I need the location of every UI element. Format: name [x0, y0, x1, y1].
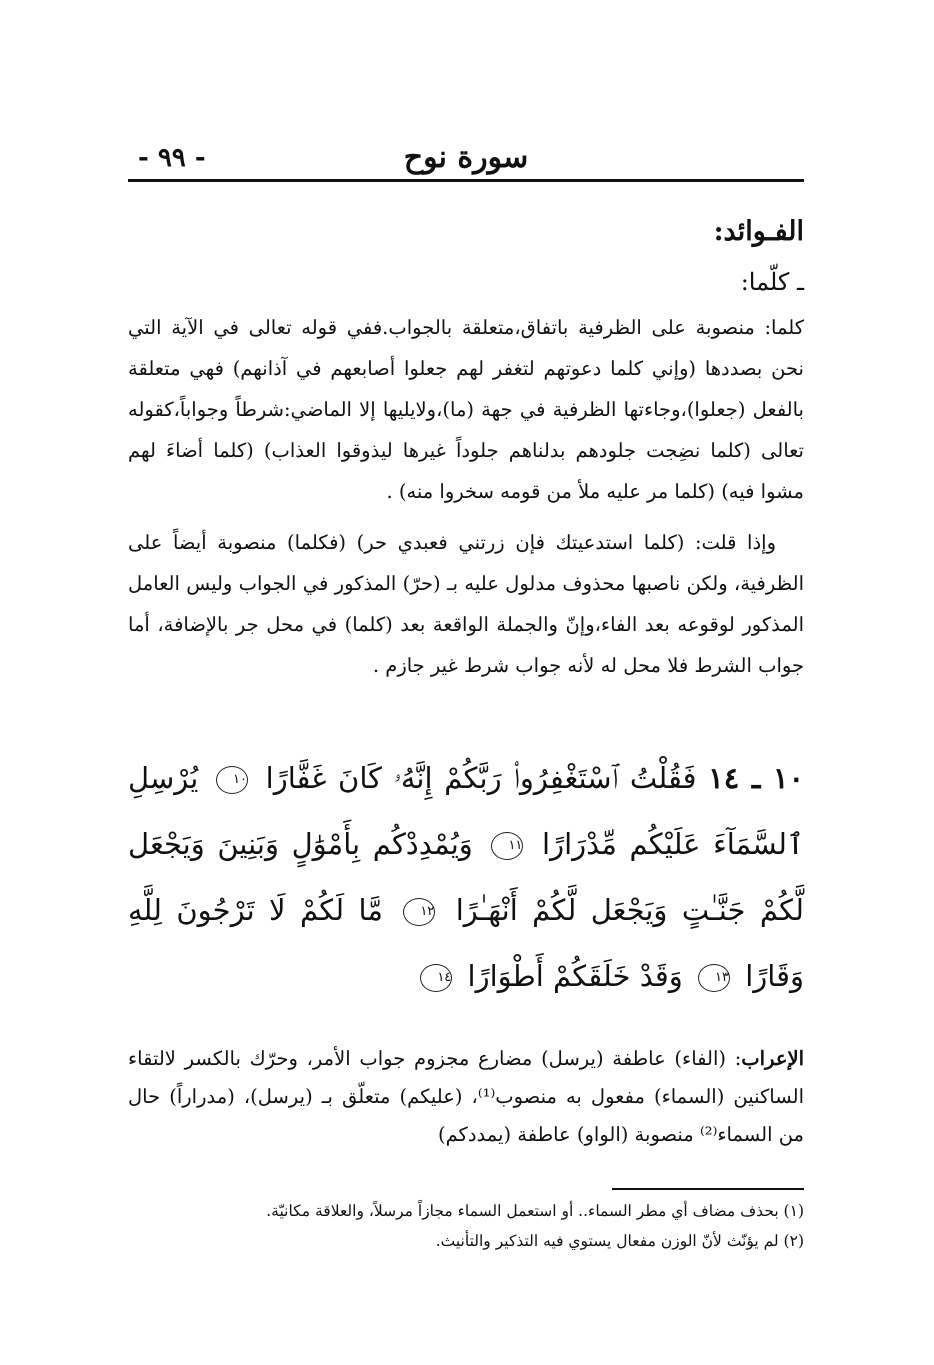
- ayah-number-13: ١٣: [698, 964, 730, 992]
- verse-13-text: مَّا لَكُمْ لَا تَرْجُونَ لِلَّهِ وَقَارًا: [128, 893, 804, 993]
- benefits-heading: الفـوائد:: [713, 216, 804, 247]
- kullama-subheading: ـ كلّما:: [740, 268, 804, 296]
- footnote-rule: [612, 1188, 804, 1190]
- verse-10-text: فَقُلْتُ ٱسْتَغْفِرُوا۟ رَبَّكُمْ إِنَّهُۥ كَانَ غَفَّارًا: [265, 761, 697, 795]
- benefits-paragraph-2: وإذا قلت: (كلما استدعيتك فإن زرتني فعبدي حر) (فكلما) منصوبة أيضاً على الظرفية، ولكن ناصبها محذوف مدلول عليه بـ (حرّ) المذكور في الجواب وليس العامل المذكور لوقوعه بعد الفاء،وإنّ والجملة الواقعة بعد (كلما) في محل جر بالإضافة، أما جواب الشرط فلا محل له لأنه جواب شرط غير جازم .: [128, 531, 804, 677]
- irab-paragraph: [128, 1040, 804, 1154]
- ayah-number-11: ١١: [491, 832, 523, 860]
- header-rule: [128, 179, 804, 182]
- verse-11-text: يُرْسِلِ ٱلسَّمَآءَ عَلَيْكُم مِّدْرَارًا: [128, 761, 805, 861]
- verse-14-text: وَقَدْ خَلَقَكُمْ أَطْوَارًا: [467, 959, 683, 993]
- surah-title: سورة نوح: [403, 140, 529, 175]
- quran-verses: [128, 745, 804, 1009]
- irab-text: : (الفاء) عاطفة (يرسل) مضارع مجزوم جواب الأمر، وحرّك بالكسر لالتقاء الساكنين (السماء) مفعول به منصوب⁽¹⁾، (عليكم) متعلّق بـ (يرسل)، (مدراراً) حال من السماء⁽²⁾ منصوبة (الواو) عاطفة (يمددكم): [128, 1047, 804, 1146]
- ayah-number-14: ١٤: [420, 964, 452, 992]
- page-header: [128, 138, 804, 178]
- ayah-number-12: ١٢: [403, 898, 435, 926]
- irab-label: الإعراب: [741, 1047, 804, 1070]
- footnotes: [128, 1196, 804, 1256]
- benefits-paragraph-1: كلما: منصوبة على الظرفية باتفاق،متعلقة بالجواب.ففي قوله تعالى في الآية التي نحن بصددها (وإني كلما دعوتهم لتغفر لهم جعلوا أصابعهم في آذانهم) فهي متعلقة بالفعل (جعلوا)،وجاءتها الظرفية في جهة (ما)،ولايليها إلا الماضي:شرطاً وجواباً،كقوله تعالى (كلما نضِجت جلودهم بدلناهم جلوداً غيرها ليذوقوا العذاب) (كلما أضاءَ لهم مشوا فيه) (كلما مر عليه ملأ من قومه سخروا منه) .: [128, 316, 804, 503]
- verse-12-text: وَيُمْدِدْكُم بِأَمْوَٰلٍ وَبَنِينَ وَيَجْعَل لَّكُمْ جَنَّـٰتٍ وَيَجْعَل لَّكُمْ أَنْهَـٰرًا: [128, 827, 805, 927]
- footnote-2: (٢) لم يؤنّث لأنّ الوزن مفعال يستوي فيه التذكير والتأنيث.: [435, 1232, 804, 1250]
- ayah-number-10: ١٠: [216, 766, 248, 794]
- page-number: - ٩٩ -: [138, 143, 206, 173]
- footnote-1: (١) بحذف مضاف أي مطر السماء.. أو استعمل السماء مجازاً مرسلاً، والعلاقة مكانيّة.: [266, 1202, 804, 1220]
- verse-range: ١٠ ـ ١٤: [708, 761, 805, 795]
